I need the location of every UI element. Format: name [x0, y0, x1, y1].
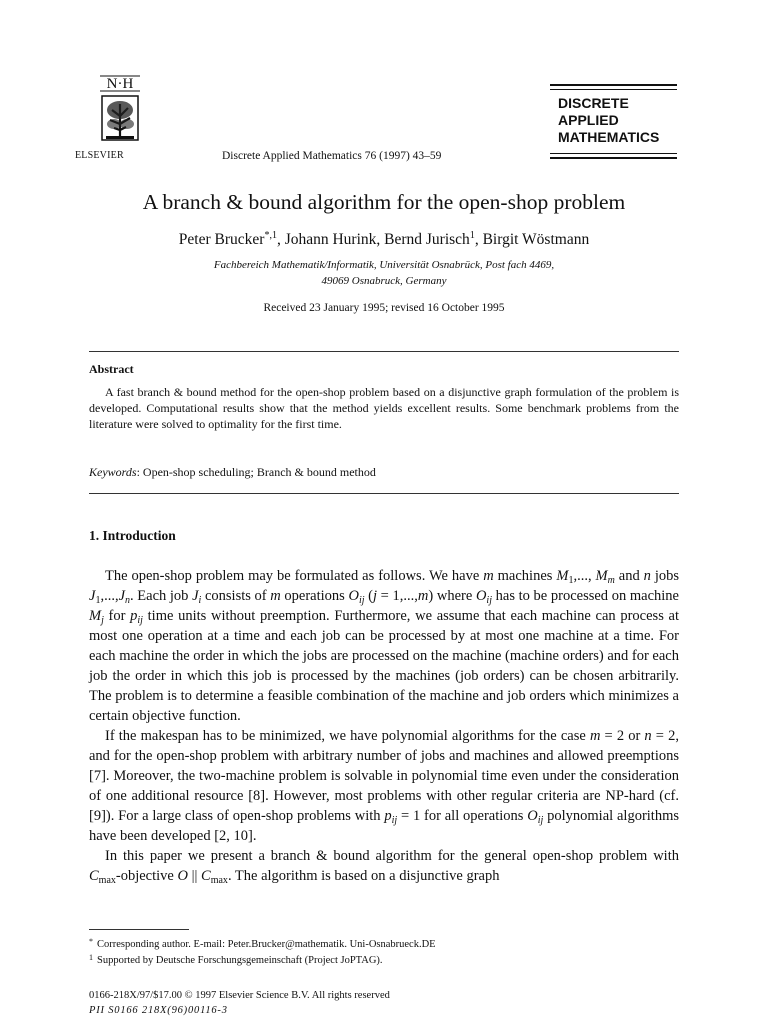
logo-text: N·H: [106, 76, 134, 92]
masthead-line: APPLIED: [558, 112, 619, 128]
journal-masthead: [558, 95, 698, 146]
author-name: Birgit Wöstmann: [482, 231, 590, 248]
masthead-rule-bottom: [550, 157, 677, 159]
author-name: Peter Brucker: [178, 231, 265, 248]
abstract-text: A fast branch & bound method for the open-shop problem based on a disjunctive graph formulation of the problem is developed. Computational results show that the method yields excellent results. Some benchmark problems from the literature were solved to optimality for the first time.: [89, 385, 679, 431]
masthead-line: MATHEMATICS: [558, 129, 660, 145]
author-marks: *,1: [264, 230, 277, 241]
copyright-line: 0166-218X/97/$17.00 © 1997 Elsevier Science B.V. All rights reserved: [89, 990, 390, 1001]
author-separator: ,: [376, 231, 385, 248]
copyright-block: [89, 988, 390, 1018]
author-name: Johann Hurink: [284, 231, 377, 248]
paragraph: If the makespan has to be minimized, we have polynomial algorithms for the case m = 2 or n = 2, and for the open-shop problem with arbitrary number of jobs and machines and allowed preemptions [7]. Moreover, the two-machine problem is solvable in polynomial time even under the consideration of one additional resource [8]. However, most problems with other regular criteria are NP-hard (cf. [9]). For a large class of open-shop problems with $p_{ij} = 1$ for all operations $O_{ij}$ polynomial algorithms have been developed [2, 10].: [89, 728, 680, 844]
author-separator: ,: [474, 231, 483, 248]
author-name: Bernd Jurisch: [384, 231, 470, 248]
keywords-text: : Open-shop scheduling; Branch & bound method: [136, 465, 376, 479]
affiliation-line: 49069 Osnabruck, Germany: [321, 275, 447, 287]
author-marks: 1: [469, 230, 475, 241]
keywords: [89, 465, 376, 480]
paragraph: In this paper we present a branch & bound algorithm for the general open-shop problem with $C_{max}$-objective O || $C_{max}$. The algorithm is based on a disjunctive graph: [89, 848, 679, 886]
masthead-rule-bottom-thin: [550, 153, 677, 154]
section-number: 1.: [89, 528, 100, 543]
journal-citation: Discrete Applied Mathematics 76 (1997) 43–59: [222, 150, 442, 162]
masthead-rule-top: [550, 84, 677, 86]
section-title: Introduction: [102, 528, 176, 543]
abstract-heading: Abstract: [89, 362, 134, 376]
footnotes: [89, 937, 436, 969]
masthead-rule-top-thin: [550, 89, 677, 90]
paper-title: A branch & bound algorithm for the open-shop problem: [142, 190, 626, 214]
publisher-logo: [90, 74, 150, 152]
masthead-line: DISCRETE: [558, 95, 629, 111]
footnote: $^1$ Supported by Deutsche Forschungsgemeinschaft (Project JoPTAG).: [89, 953, 383, 966]
pii-line: PII S0166 218X(96)00116-3: [89, 1005, 228, 1016]
abstract-rule-bottom: [89, 493, 679, 494]
author-list: [0, 231, 768, 249]
affiliation: [0, 257, 768, 289]
introduction-body: [89, 566, 679, 886]
author-separator: ,: [276, 231, 285, 248]
abstract-rule-top: [89, 351, 679, 352]
publisher-name: ELSEVIER: [75, 150, 124, 161]
received-dates: Received 23 January 1995; revised 16 October 1995: [263, 302, 505, 314]
footnote-rule: [89, 929, 189, 930]
section-heading: [89, 528, 176, 544]
elsevier-tree-icon: [90, 74, 150, 152]
paragraph: The open-shop problem may be formulated as follows. We have m machines $M_1$,..., $M_m$ and n jobs $J_1,...,J_n$. Each job $J_i$ consists of m operations $O_{ij}$ (j = 1,...,m) where $O_{ij}$ has to be processed on machine $M_j$ for $p_{ij}$ time units without preemption. Furthermore, we assume that each machine can process at most one operation at a time and each job can be processed by at most one machine at a time. For each machine the order in which the jobs are processed on the machine (machine orders) and for each job the order in which this job is processed by the machines (job orders) can be chosen arbitrarily. The problem is to determine a feasible combination of the machine and job orders which minimizes a certain objective function.: [89, 568, 680, 724]
keywords-label: Keywords: [89, 465, 137, 479]
affiliation-line: Fachbereich Mathematik/Informatik, Universität Osnabrück, Post fach 4469,: [213, 259, 555, 271]
footnote: * Corresponding author. E-mail: Peter.Brucker@mathematik. Uni-Osnabrueck.DE: [89, 937, 436, 950]
